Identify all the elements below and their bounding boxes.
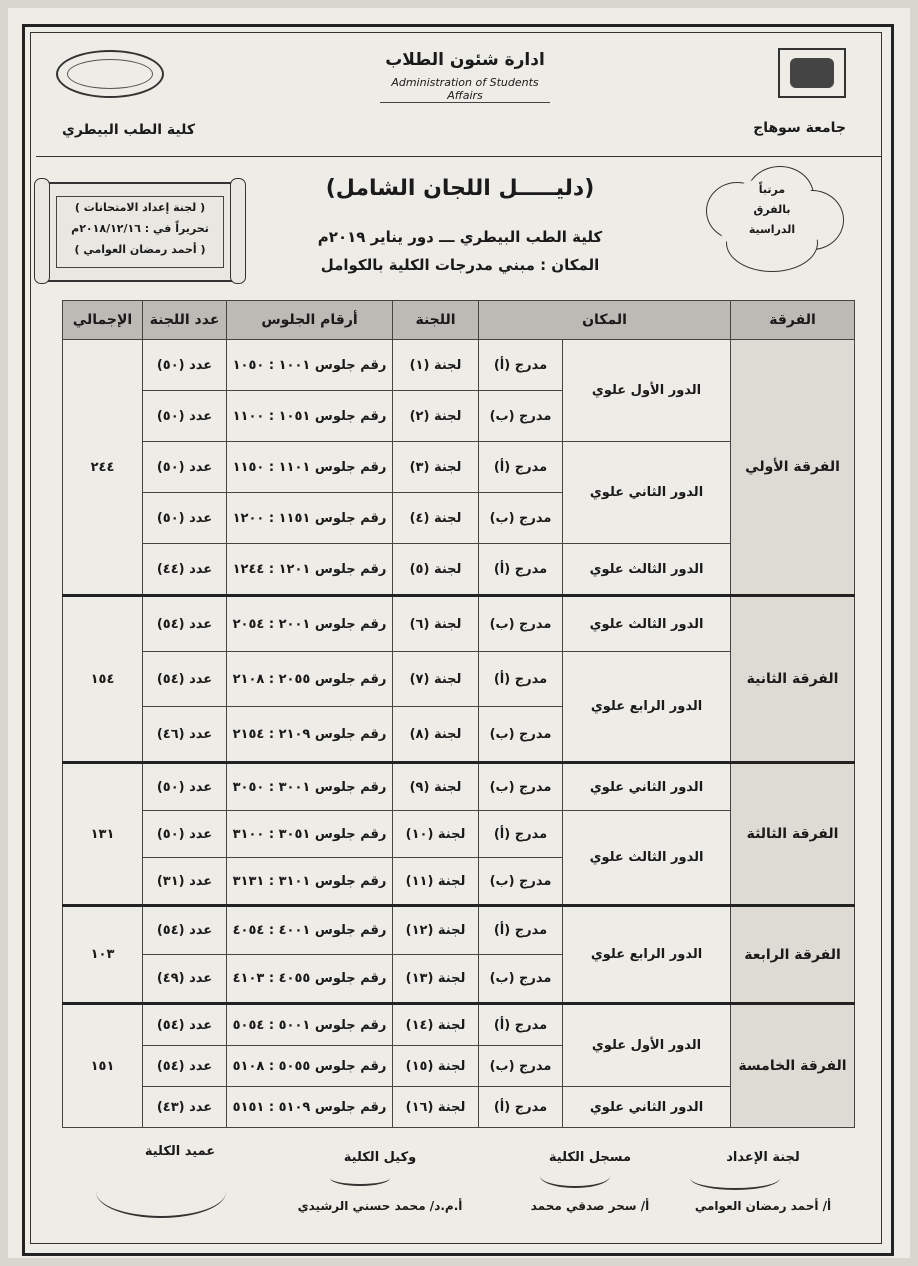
seats-cell: رقم جلوس ٢٠٥٥ : ٢١٠٨ <box>227 652 393 707</box>
seats-cell: رقم جلوس ٥١٠٩ : ٥١٥١ <box>227 1087 393 1128</box>
division-total: ١٣١ <box>63 763 143 906</box>
count-cell: عدد (٤٩) <box>143 955 227 1004</box>
hall-cell: مدرج (أ) <box>479 652 563 707</box>
committee-cell: لجنة (٦) <box>393 596 479 652</box>
count-cell: عدد (٥٠) <box>143 442 227 493</box>
count-cell: عدد (٥٤) <box>143 1046 227 1087</box>
hall-cell: مدرج (ب) <box>479 858 563 906</box>
count-cell: عدد (٥٤) <box>143 652 227 707</box>
handwritten-signature <box>540 1164 610 1188</box>
cloud-line-1: مرتباً <box>758 183 786 196</box>
hall-cell: مدرج (ب) <box>479 1046 563 1087</box>
signature-dean <box>120 1144 240 1159</box>
committee-cell: لجنة (١١) <box>393 858 479 906</box>
floor-cell: الدور الثاني علوي <box>563 442 731 544</box>
seats-cell: رقم جلوس ١١٠١ : ١١٥٠ <box>227 442 393 493</box>
seats-cell: رقم جلوس ١١٥١ : ١٢٠٠ <box>227 493 393 544</box>
table-row <box>63 340 855 391</box>
sorted-note-cloud <box>696 160 846 276</box>
vice-name: أ.م.د/ محمد حسني الرشيدي <box>297 1199 463 1213</box>
header-committee: اللجنة <box>393 301 479 340</box>
floor-cell: الدور الثاني علوي <box>563 1087 731 1128</box>
table-row <box>63 596 855 652</box>
committee-cell: لجنة (١٤) <box>393 1004 479 1046</box>
seats-cell: رقم جلوس ١٠٥١ : ١١٠٠ <box>227 391 393 442</box>
scroll-line-2: تحريراً في : ٢٠١٨/١٢/١٦م <box>71 222 209 235</box>
handwritten-signature <box>690 1166 780 1190</box>
count-cell: عدد (٥٠) <box>143 391 227 442</box>
table-row <box>63 906 855 955</box>
floor-cell: الدور الأول علوي <box>563 340 731 442</box>
table-header-row <box>63 301 855 340</box>
hall-cell: مدرج (أ) <box>479 1004 563 1046</box>
division-name: الفرقة الرابعة <box>731 906 855 1004</box>
count-cell: عدد (٥٠) <box>143 340 227 391</box>
floor-cell: الدور الثاني علوي <box>563 763 731 811</box>
hall-cell: مدرج (ب) <box>479 955 563 1004</box>
hall-cell: مدرج (ب) <box>479 596 563 652</box>
header-division: الفرقة <box>731 301 855 340</box>
division-total: ١٥١ <box>63 1004 143 1128</box>
seats-cell: رقم جلوس ٤٠٥٥ : ٤١٠٣ <box>227 955 393 1004</box>
seats-cell: رقم جلوس ٢٠٠١ : ٢٠٥٤ <box>227 596 393 652</box>
count-cell: عدد (٥٠) <box>143 811 227 858</box>
committee-cell: لجنة (١٢) <box>393 906 479 955</box>
count-cell: عدد (٣١) <box>143 858 227 906</box>
table-row <box>63 1004 855 1046</box>
document-subtitle: كلية الطب البيطري ـــ دور يناير ٢٠١٩م <box>317 228 603 246</box>
committee-cell: لجنة (٢) <box>393 391 479 442</box>
prep-title: لجنة الإعداد <box>726 1150 800 1165</box>
committee-cell: لجنة (٧) <box>393 652 479 707</box>
handwritten-signature <box>330 1170 390 1186</box>
hall-cell: مدرج (ب) <box>479 391 563 442</box>
seats-cell: رقم جلوس ١٢٠١ : ١٢٤٤ <box>227 544 393 596</box>
floor-cell: الدور الثالث علوي <box>563 544 731 596</box>
count-cell: عدد (٥٤) <box>143 1004 227 1046</box>
exam-location: المكان : مبني مدرجات الكلية بالكوامل <box>320 256 600 274</box>
admin-english: Administration of Students Affairs <box>380 76 550 103</box>
count-cell: عدد (٥٠) <box>143 763 227 811</box>
registrar-name: أ/ سحر صدقي محمد <box>530 1199 650 1213</box>
faculty-name: كلية الطب البيطري <box>62 122 195 138</box>
seats-cell: رقم جلوس ٥٠٥٥ : ٥١٠٨ <box>227 1046 393 1087</box>
handwritten-signature <box>96 1166 226 1218</box>
committee-cell: لجنة (٨) <box>393 707 479 763</box>
seats-cell: رقم جلوس ٣٠٠١ : ٣٠٥٠ <box>227 763 393 811</box>
vice-title: وكيل الكلية <box>343 1150 417 1165</box>
committee-cell: لجنة (١٥) <box>393 1046 479 1087</box>
header-seats: أرقام الجلوس <box>227 301 393 340</box>
hall-cell: مدرج (أ) <box>479 544 563 596</box>
division-total: ٢٤٤ <box>63 340 143 596</box>
committee-cell: لجنة (١٦) <box>393 1087 479 1128</box>
hall-cell: مدرج (أ) <box>479 340 563 391</box>
count-cell: عدد (٥٠) <box>143 493 227 544</box>
division-total: ١٠٣ <box>63 906 143 1004</box>
scroll-line-1: ( لجنة إعداد الامتحانات ) <box>74 201 206 214</box>
seats-cell: رقم جلوس ٥٠٠١ : ٥٠٥٤ <box>227 1004 393 1046</box>
committee-cell: لجنة (١٠) <box>393 811 479 858</box>
hall-cell: مدرج (ب) <box>479 707 563 763</box>
floor-cell: الدور الرابع علوي <box>563 652 731 763</box>
floor-cell: الدور الرابع علوي <box>563 906 731 1004</box>
hall-cell: مدرج (أ) <box>479 906 563 955</box>
count-cell: عدد (٤٣) <box>143 1087 227 1128</box>
hall-cell: مدرج (أ) <box>479 1087 563 1128</box>
floor-cell: الدور الأول علوي <box>563 1004 731 1087</box>
committee-cell: لجنة (٩) <box>393 763 479 811</box>
committee-cell: لجنة (١٣) <box>393 955 479 1004</box>
hall-cell: مدرج (أ) <box>479 442 563 493</box>
admin-arabic: ادارة شئون الطلاب <box>385 50 545 70</box>
hall-cell: مدرج (ب) <box>479 763 563 811</box>
committee-cell: لجنة (٥) <box>393 544 479 596</box>
dean-title: عميد الكلية <box>144 1144 216 1159</box>
university-name: جامعة سوهاج <box>753 120 846 136</box>
floor-cell: الدور الثالث علوي <box>563 811 731 906</box>
division-total: ١٥٤ <box>63 596 143 763</box>
issuer-scroll-box <box>40 182 240 282</box>
seats-cell: رقم جلوس ١٠٠١ : ١٠٥٠ <box>227 340 393 391</box>
header-count: عدد اللجنة <box>143 301 227 340</box>
cloud-line-2: بالفرق <box>753 203 791 216</box>
student-affairs-logo <box>380 42 550 116</box>
header-divider <box>36 156 882 157</box>
division-name: الفرقة الخامسة <box>731 1004 855 1128</box>
count-cell: عدد (٤٤) <box>143 544 227 596</box>
hall-cell: مدرج (أ) <box>479 811 563 858</box>
header-location: المكان <box>479 301 731 340</box>
document-title: (دليـــــل اللجان الشامل) <box>325 176 595 201</box>
faculty-logo <box>56 50 164 98</box>
seats-cell: رقم جلوس ٤٠٠١ : ٤٠٥٤ <box>227 906 393 955</box>
cloud-line-3: الدراسية <box>748 223 796 236</box>
header-total: الإجمالي <box>63 301 143 340</box>
committee-cell: لجنة (٣) <box>393 442 479 493</box>
scroll-line-3: ( أحمد رمضان العوامي ) <box>74 243 206 256</box>
committee-cell: لجنة (١) <box>393 340 479 391</box>
division-name: الفرقة الثالثة <box>731 763 855 906</box>
count-cell: عدد (٤٦) <box>143 707 227 763</box>
division-name: الفرقة الثانية <box>731 596 855 763</box>
floor-cell: الدور الثالث علوي <box>563 596 731 652</box>
university-logo <box>778 48 846 98</box>
committees-table <box>62 300 855 1128</box>
seats-cell: رقم جلوس ٣١٠١ : ٣١٣١ <box>227 858 393 906</box>
count-cell: عدد (٥٤) <box>143 906 227 955</box>
table-row <box>63 763 855 811</box>
seats-cell: رقم جلوس ٢١٠٩ : ٢١٥٤ <box>227 707 393 763</box>
committee-cell: لجنة (٤) <box>393 493 479 544</box>
division-name: الفرقة الأولي <box>731 340 855 596</box>
count-cell: عدد (٥٤) <box>143 596 227 652</box>
prep-name: أ/ أحمد رمضان العوامي <box>694 1199 832 1213</box>
registrar-title: مسجل الكلية <box>548 1150 632 1165</box>
seats-cell: رقم جلوس ٣٠٥١ : ٣١٠٠ <box>227 811 393 858</box>
hall-cell: مدرج (ب) <box>479 493 563 544</box>
